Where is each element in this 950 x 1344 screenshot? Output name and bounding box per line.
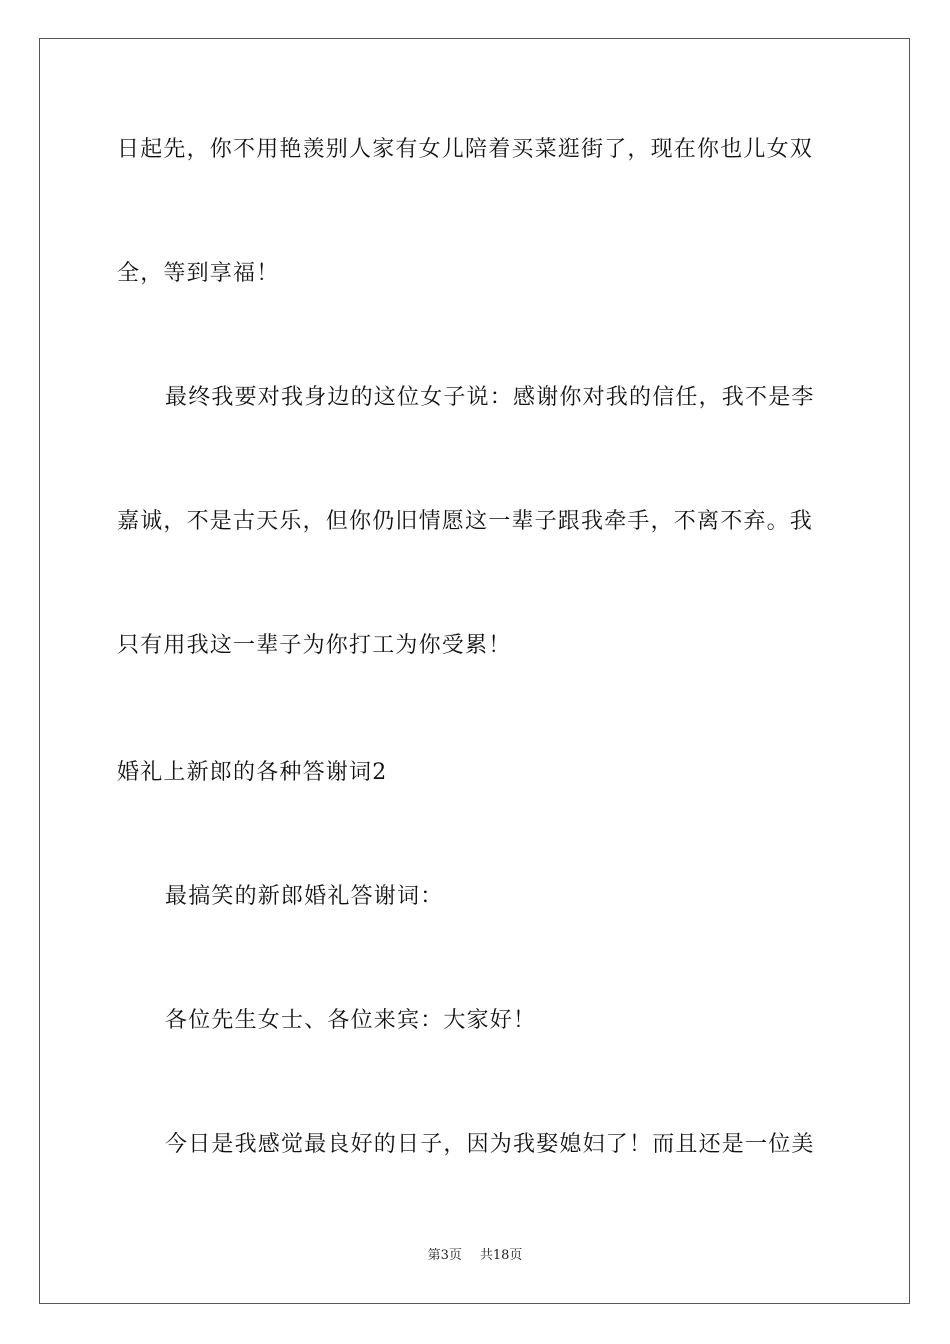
page-total: 共18页 bbox=[479, 1248, 523, 1263]
paragraph-line: 今日是我感觉最良好的日子，因为我娶媳妇了！而且还是一位美 bbox=[165, 1132, 815, 1157]
page-footer bbox=[0, 1247, 950, 1265]
section-heading: 婚礼上新郎的各种答谢词2 bbox=[117, 760, 388, 785]
paragraph-line: 全，等到享福！ bbox=[117, 261, 280, 286]
paragraph-line: 日起先，你不用艳羡别人家有女儿陪着买菜逛街了，现在你也儿女双 bbox=[117, 137, 814, 162]
paragraph-line: 最终我要对我身边的这位女子说：感谢你对我的信任，我不是李 bbox=[165, 385, 815, 410]
paragraph-line: 嘉诚，不是古天乐，但你仍旧情愿这一辈子跟我牵手，不离不弃。我 bbox=[117, 509, 814, 534]
page-number: 第3页 bbox=[427, 1248, 462, 1263]
paragraph-line: 最搞笑的新郎婚礼答谢词： bbox=[165, 884, 444, 909]
page-border bbox=[39, 38, 910, 1304]
paragraph-line: 各位先生女士、各位来宾：大家好！ bbox=[165, 1008, 537, 1033]
paragraph-line: 只有用我这一辈子为你打工为你受累！ bbox=[117, 633, 512, 658]
